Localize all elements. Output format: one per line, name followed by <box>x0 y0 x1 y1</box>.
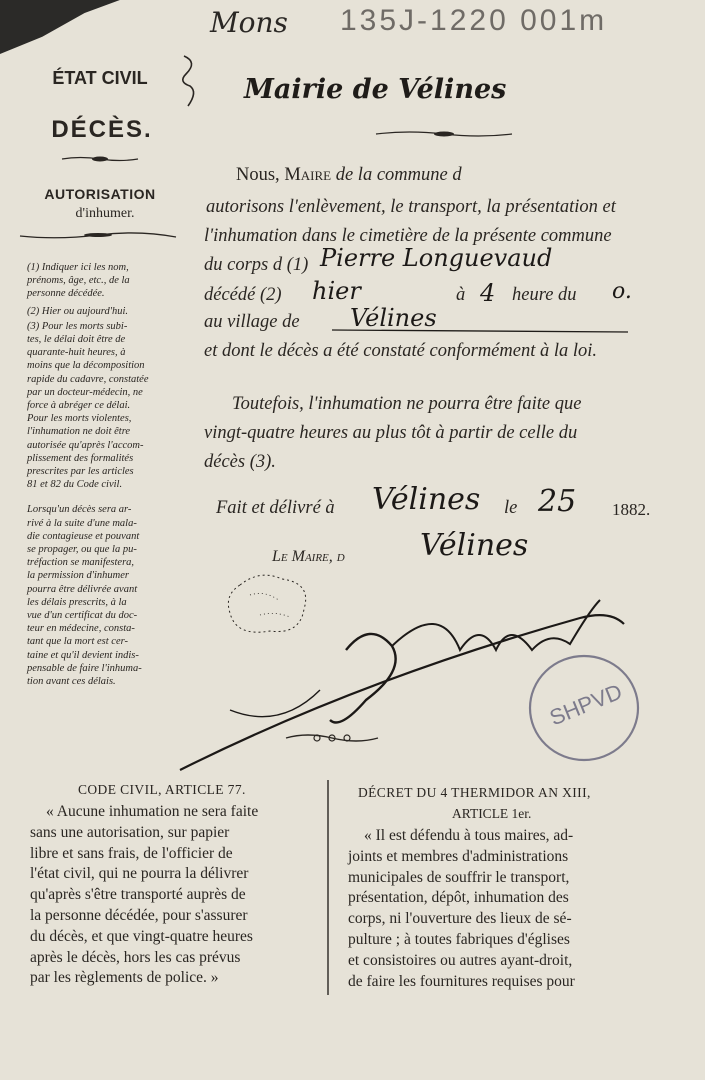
footnote-line: tion avant ces délais. <box>27 676 116 688</box>
decret-subheading: ARTICLE 1er. <box>452 806 532 821</box>
footnote-line: Pour les morts violentes, <box>27 413 132 425</box>
decret-line: « Il est défendu à tous maires, ad- <box>364 827 574 844</box>
code-civil-line: la personne décédée, pour s'assurer <box>30 906 248 924</box>
code-civil-line: après le décès, hors les cas prévus <box>30 948 241 966</box>
code-civil-text <box>30 802 322 989</box>
code-civil-line: l'état civil, qui ne pourra la délivrer <box>30 865 249 883</box>
decret-line: joints et membres d'administrations <box>348 847 569 865</box>
footnote-line: par un docteur-médecin, ne <box>27 386 143 398</box>
form-line-6: au village de <box>204 312 300 332</box>
decret-line: présentation, dépôt, inhumation des <box>348 889 569 907</box>
decret-heading: DÉCRET DU 4 THERMIDOR AN XIII, <box>358 785 591 800</box>
ornament-divider <box>60 152 140 166</box>
footnote-line: l'inhumation ne doit être <box>27 426 131 438</box>
footnote-line: 81 et 82 du Code civil. <box>27 479 123 491</box>
decret-line: municipales de souffrir le transport, <box>348 868 570 886</box>
ornament-swash <box>18 228 178 242</box>
decret-line: corps, ni l'ouverture des lieux de sé- <box>348 910 572 928</box>
footnote-line: teur en médecine, constа- <box>27 623 135 635</box>
year-label: 1882. <box>612 500 651 519</box>
form-line-3: l'inhumation dans le cimetière de la présente commune <box>204 226 612 246</box>
footnote-line: les délais prescrits, à la <box>27 596 127 608</box>
footnote-line: taine et qu'il devient indis- <box>27 649 139 661</box>
footnote-line: la permission d'inhumer <box>27 570 129 582</box>
form-line-4: du corps d (1) <box>204 255 309 275</box>
code-civil-line: sans une autorisation, sur papier <box>30 823 230 841</box>
maire-label: Maire <box>284 165 332 185</box>
footnote-line: pourra être délivrée avant <box>27 583 138 595</box>
footnotes-list <box>27 261 179 688</box>
ornament-bottom <box>282 730 382 746</box>
pencil-reference: 135J-1220 001m <box>340 4 608 37</box>
le-label: le <box>504 498 518 518</box>
code-civil-line: par les règlements de police. » <box>30 969 219 987</box>
code-civil-line: libre et sans frais, de l'officier de <box>30 844 233 862</box>
village-underline <box>330 326 630 338</box>
form-line-2: autorisons l'enlèvement, le transport, la présentation et <box>206 197 616 217</box>
nous-label: Nous, <box>236 165 280 185</box>
handwritten-mons: Mons <box>210 6 288 39</box>
code-civil-line: qu'après s'être transporté auprès de <box>30 886 246 904</box>
footnote-line: (3) Pour les morts subi- <box>27 320 128 332</box>
handwritten-period: o. <box>612 279 632 304</box>
etat-civil-heading: ÉTAT CIVIL <box>52 68 148 88</box>
form-line-7: et dont le décès a été constaté conformément à la loi. <box>204 341 598 361</box>
footnote-line: prescrites par les articles <box>27 466 134 478</box>
handwritten-day: hier <box>312 277 361 305</box>
handwritten-deceased-name: Pierre Longuevaud <box>320 244 553 272</box>
code-civil-heading: CODE CIVIL, ARTICLE 77. <box>78 782 246 797</box>
code-civil-line: du décès, et que vingt-quatre heures <box>30 927 253 945</box>
toutefois-line-2: vingt-quatre heures au plus tôt à partir de celle du <box>204 423 578 443</box>
stamp-text: SHPVD <box>545 678 626 731</box>
handwritten-date-day: 25 <box>538 484 577 519</box>
footnote-line: tréfaction se manifestera, <box>27 557 135 569</box>
footnote-line: Lorsqu'un décès sera ar- <box>27 504 132 516</box>
code-civil-line: « Aucune inhumation ne sera faite <box>46 803 259 820</box>
footnote-line: plissement des formalités <box>27 452 134 464</box>
autorisation-heading: AUTORISATION <box>44 186 156 202</box>
form-line-5a: décédé (2) <box>204 285 282 305</box>
fait-a-label: Fait et délivré à <box>216 498 335 518</box>
handwritten-place: Vélines <box>372 482 481 517</box>
footnote-line: (1) Indiquer ici les nom, <box>27 262 129 273</box>
decret-line: pulture ; à toutes fabriques d'églises <box>348 930 570 948</box>
footnote-line: force à abréger ce délai. <box>27 400 131 412</box>
form-line-5b: à <box>456 285 466 305</box>
form-line-1 <box>236 165 462 186</box>
le-maire-label: Le Maire, d <box>272 548 345 565</box>
footnote-line: die contagieuse et pouvant <box>27 530 140 542</box>
footnote-line: moins que la décomposition <box>27 360 145 372</box>
decret-line: et consistoires ou autres ayant-droit, <box>348 951 573 969</box>
brace-mark <box>176 52 206 112</box>
footnote-line: personne décédée. <box>27 288 105 300</box>
handwritten-village: Vélines <box>350 304 437 332</box>
form-line-5c: heure du <box>512 285 577 305</box>
inhumer-subheading: d'inhumer. <box>75 206 135 221</box>
commune-label: de la commune d <box>335 165 462 185</box>
ornament-main <box>374 128 514 140</box>
footnote-line: tes, le délai doit être de <box>27 334 126 346</box>
footnote-line: pensable de faire l'inhuma- <box>27 662 142 674</box>
mairie-heading: Mairie de Vélines <box>244 74 507 105</box>
footnote-line: autorisée qu'après l'accom- <box>27 439 144 451</box>
decret-text <box>348 826 648 992</box>
footnote-line: (2) Hier ou aujourd'hui. <box>27 305 129 317</box>
footnote-line: rivé à la suite d'une mala- <box>27 517 137 529</box>
footnote-line: tant que la mort est cer- <box>27 636 128 648</box>
toutefois-line-3: décès (3). <box>204 452 276 472</box>
handwritten-hour: 4 <box>480 279 496 307</box>
column-divider <box>326 780 330 995</box>
footnote-line: se propager, ou que la pu- <box>27 544 137 556</box>
footnote-line: quarante-huit heures, à <box>27 347 126 359</box>
toutefois-line-1: Toutefois, l'inhumation ne pourra être faite que <box>232 394 582 414</box>
handwritten-maire-place: Vélines <box>420 528 529 563</box>
footnote-line: vue d'un certificat du doc- <box>27 610 138 622</box>
footnote-line: rapide du cadavre, constatée <box>27 373 149 385</box>
footnote-line: prénoms, âge, etc., de la <box>27 275 130 287</box>
decret-line: de faire les fournitures requises pour <box>348 972 575 990</box>
deces-heading: DÉCÈS. <box>51 116 153 143</box>
